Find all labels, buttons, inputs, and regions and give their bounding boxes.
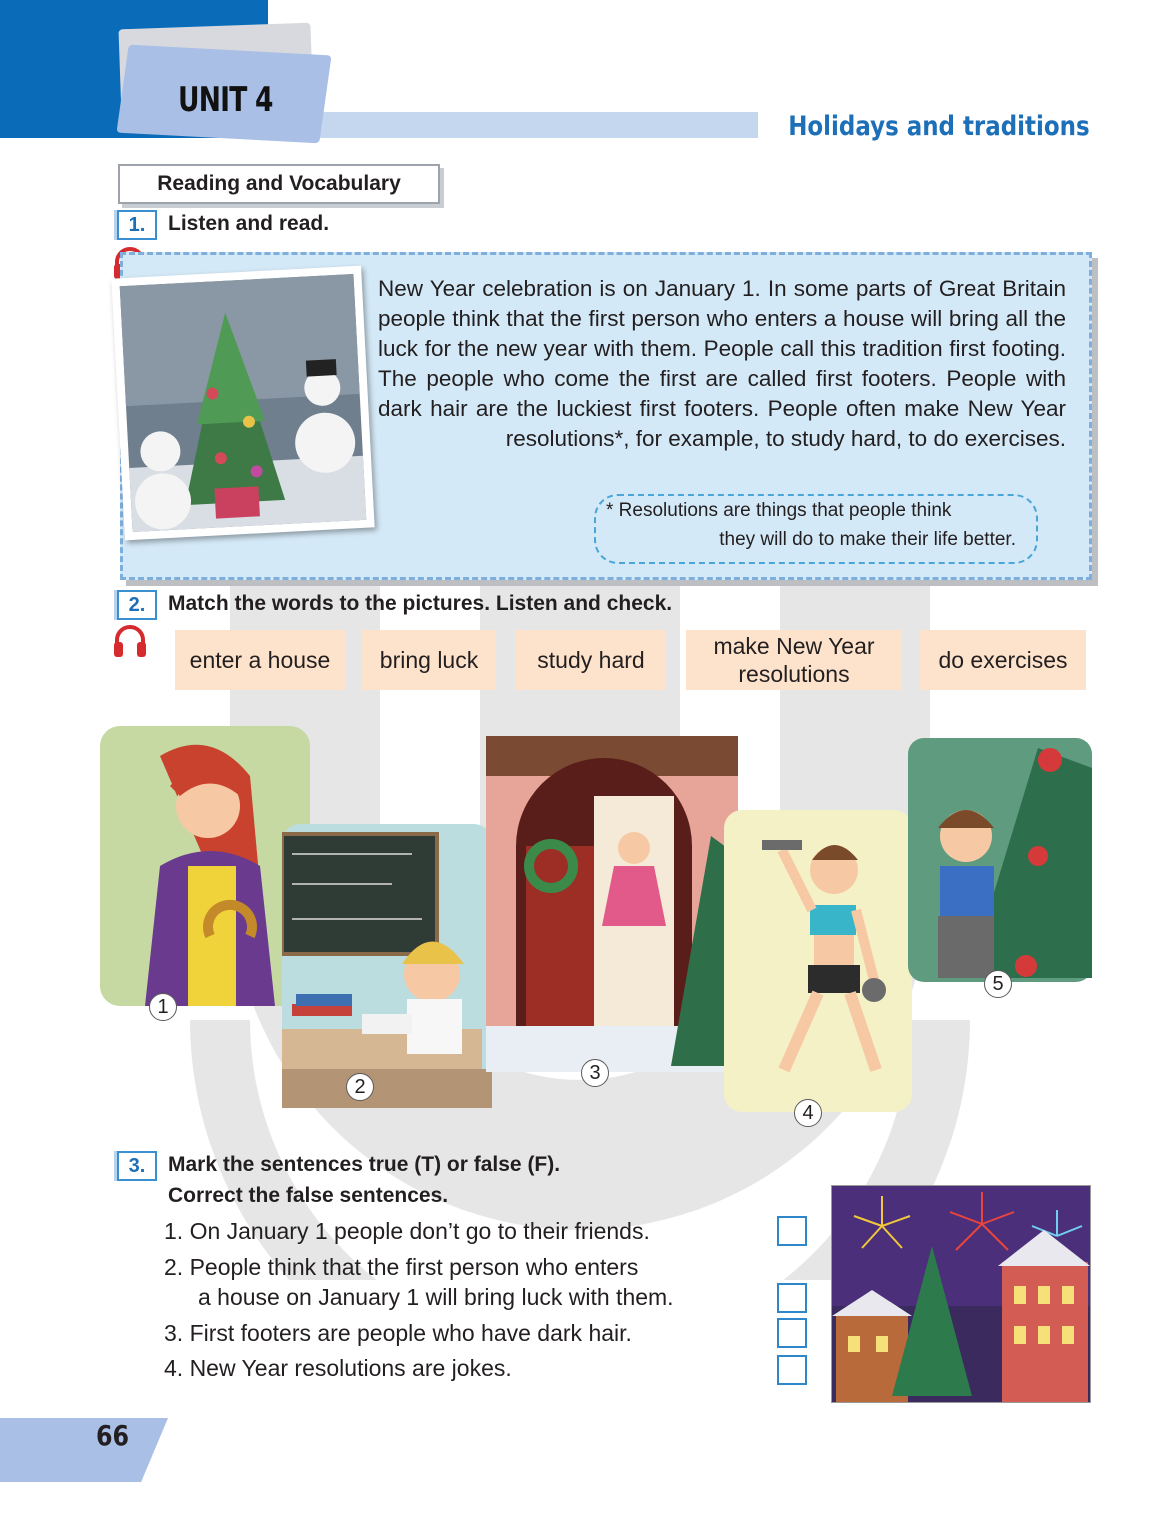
unit-topic: Holidays and traditions <box>788 111 1090 142</box>
checkbox-icon[interactable] <box>777 1355 807 1385</box>
picture-1-woman-horseshoe <box>100 726 310 1006</box>
picture-2-boy-studying <box>282 824 492 1108</box>
footnote-line-1: * Resolutions are things that people think <box>606 500 952 521</box>
page-number-tab <box>0 1418 168 1482</box>
word-do-exercises[interactable]: do exercises <box>920 630 1086 690</box>
page-number: 66 <box>96 1419 130 1452</box>
picture-number-2: 2 <box>346 1073 374 1101</box>
footnote-line-2: they will do to make their life better. <box>719 529 1016 550</box>
footnote-box <box>594 494 1038 564</box>
statement-2-continued: a house on January 1 will bring luck with them. <box>198 1284 674 1310</box>
exercise-3-title-line-1: Mark the sentences true (T) or false (F). <box>168 1153 561 1176</box>
picture-4-girl-exercising <box>724 810 912 1112</box>
unit-title: UNIT 4 <box>178 80 273 120</box>
statement-3: 3. First footers are people who have dark hair. <box>164 1320 632 1346</box>
word-enter-a-house[interactable]: enter a house <box>175 630 345 690</box>
picture-5-boy-decorating-tree <box>908 738 1092 982</box>
statement-2: 2. People think that the first person who enters <box>164 1254 639 1280</box>
header-band <box>268 112 758 138</box>
picture-number-4: 4 <box>794 1099 822 1127</box>
headphones-icon[interactable] <box>112 624 148 658</box>
christmas-tree-photo <box>111 266 374 541</box>
word-study-hard[interactable]: study hard <box>516 630 666 690</box>
statement-4: 4. New Year resolutions are jokes. <box>164 1355 512 1381</box>
section-label: Reading and Vocabulary <box>118 164 440 204</box>
exercise-3-number: 3. <box>117 1151 157 1181</box>
picture-number-3: 3 <box>581 1059 609 1087</box>
word-bring-luck[interactable]: bring luck <box>362 630 496 690</box>
picture-number-1: 1 <box>149 993 177 1021</box>
exercise-2-title: Match the words to the pictures. Listen and check. <box>168 592 673 615</box>
picture-number-5: 5 <box>984 970 1012 998</box>
exercise-1-title: Listen and read. <box>168 212 330 235</box>
reading-text: New Year celebration is on January 1. In some parts of Great Britain people think that the first person who enters a house will bring all the luck for the new year with them. People call this tradition first footing. The people who come the first are called first footers. People with dark hair are the luckiest first footers. People often make New Year resolutions*, for example, to study hard, to do exercises. <box>378 276 1066 451</box>
checkbox-icon[interactable] <box>777 1216 807 1246</box>
checkbox-icon[interactable] <box>777 1318 807 1348</box>
checkbox-icon[interactable] <box>777 1283 807 1313</box>
exercise-3-title-line-2: Correct the false sentences. <box>168 1184 449 1207</box>
fireworks-town-picture <box>832 1186 1090 1402</box>
exercise-1-number: 1. <box>117 210 157 240</box>
word-make-resolutions[interactable]: make New Year resolutions <box>686 630 902 690</box>
picture-3-girl-entering-house <box>486 736 738 1072</box>
exercise-2-number: 2. <box>117 590 157 620</box>
statement-1: 1. On January 1 people don’t go to their friends. <box>164 1218 650 1244</box>
